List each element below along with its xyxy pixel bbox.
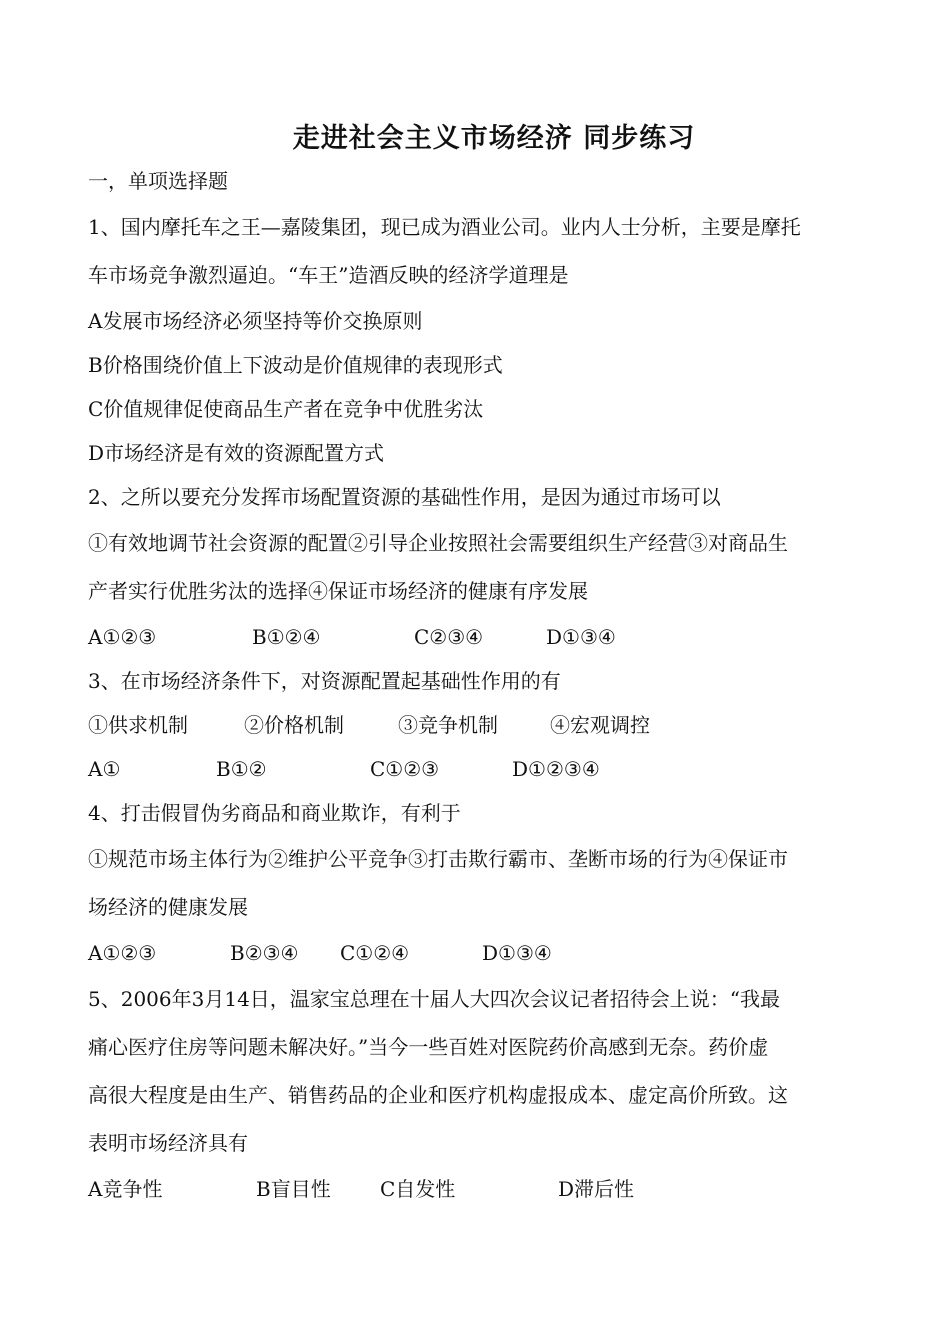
q2-stem: 2、之所以要充分发挥市场配置资源的基础性作用，是因为通过市场可以: [88, 485, 721, 509]
q1-option-d: D市场经济是有效的资源配置方式: [88, 441, 385, 465]
q5-option-a: A竞争性: [88, 1177, 163, 1201]
q4-option-b: B②③④: [230, 941, 299, 965]
q3-option-c: C①②③: [370, 757, 440, 781]
q1-option-a: A发展市场经济必须坚持等价交换原则: [88, 309, 423, 333]
q4-items-line-1: ①规范市场主体行为②维护公平竞争③打击欺行霸市、垄断市场的行为④保证市: [88, 847, 788, 871]
q3-item-3: ③竞争机制: [398, 713, 498, 737]
q5-options: [88, 1167, 880, 1211]
q3-option-a: A①: [88, 757, 121, 781]
q3-stem: 3、在市场经济条件下，对资源配置起基础性作用的有: [88, 669, 561, 693]
q1-stem-line-1: 1、国内摩托车之王—嘉陵集团，现已成为酒业公司。业内人士分析，主要是摩托: [88, 215, 801, 239]
q1-option-c: C价值规律促使商品生产者在竞争中优胜劣汰: [88, 397, 484, 421]
q5-option-c: C自发性: [380, 1177, 456, 1201]
q3-option-d: D①②③④: [512, 757, 600, 781]
q5-stem-line-2: 痛心医疗住房等问题未解决好。”当今一些百姓对医院药价高感到无奈。药价虚: [88, 1035, 769, 1059]
q5-stem-line-4: 表明市场经济具有: [88, 1131, 248, 1155]
q1-option-b: B价格围绕价值上下波动是价值规律的表现形式: [88, 353, 503, 377]
q3-options: [88, 747, 880, 791]
q2-options: [88, 615, 880, 659]
q2-option-a: A①②③: [88, 625, 157, 649]
q5-stem-line-1: 5、2006年3月14日，温家宝总理在十届人大四次会议记者招待会上说：“我最: [88, 987, 781, 1011]
q3-item-2: ②价格机制: [244, 713, 344, 737]
q3-item-1: ①供求机制: [88, 713, 188, 737]
q3-option-b: B①②: [216, 757, 267, 781]
q3-item-4: ④宏观调控: [550, 713, 650, 737]
q2-items-line-1: ①有效地调节社会资源的配置②引导企业按照社会需要组织生产经营③对商品生: [88, 531, 788, 555]
q5-stem-line-3: 高很大程度是由生产、销售药品的企业和医疗机构虚报成本、虚定高价所致。这: [88, 1083, 788, 1107]
q2-option-c: C②③④: [414, 625, 484, 649]
section-heading: 一，单项选择题: [88, 169, 228, 193]
q4-stem: 4、打击假冒伪劣商品和商业欺诈，有利于: [88, 801, 461, 825]
q5-option-d: D滞后性: [558, 1177, 635, 1201]
q4-option-a: A①②③: [88, 941, 157, 965]
q5-option-b: B盲目性: [256, 1177, 331, 1201]
q4-option-c: C①②④: [340, 941, 410, 965]
q1-stem-line-2: 车市场竞争激烈逼迫。“车王”造酒反映的经济学道理是: [88, 263, 569, 287]
page-title: 走进社会主义市场经济 同步练习: [292, 123, 696, 154]
q4-options: [88, 931, 880, 975]
q3-items: [88, 703, 880, 747]
q2-option-d: D①③④: [546, 625, 616, 649]
q2-items-line-2: 产者实行优胜劣汰的选择④保证市场经济的健康有序发展: [88, 579, 588, 603]
q4-items-line-2: 场经济的健康发展: [88, 895, 248, 919]
q4-option-d: D①③④: [482, 941, 552, 965]
q2-option-b: B①②④: [252, 625, 321, 649]
